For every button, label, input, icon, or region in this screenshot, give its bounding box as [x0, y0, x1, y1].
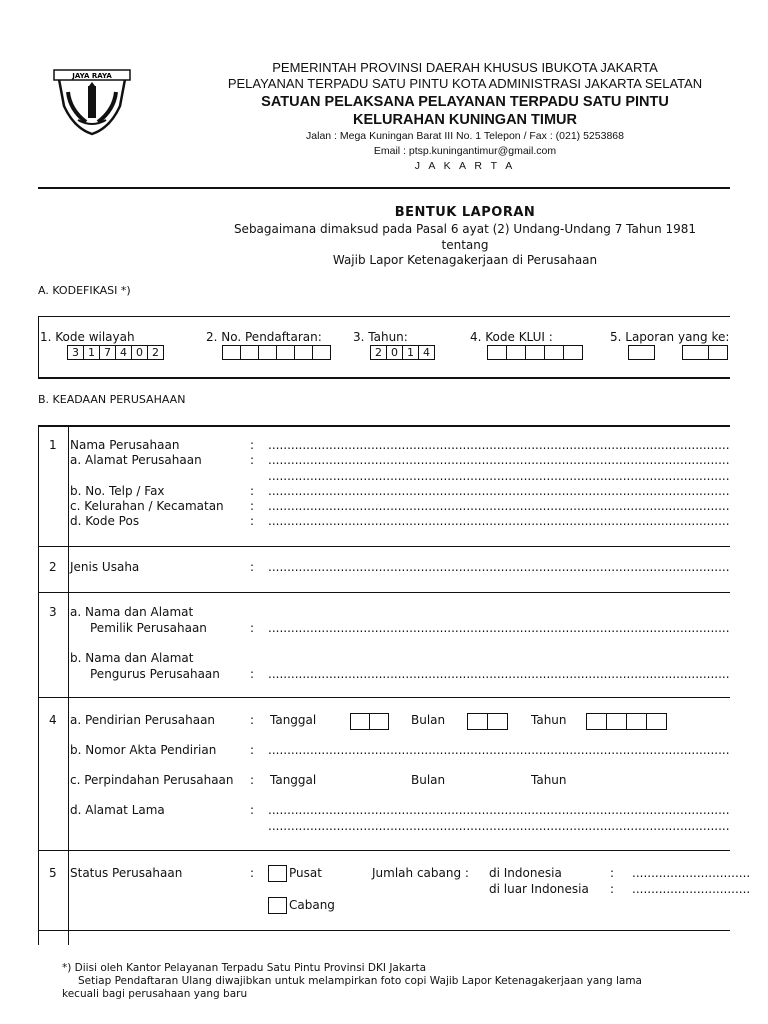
- jenis-usaha-field[interactable]: .........................................................................................................................: [268, 560, 730, 574]
- digit-box[interactable]: 1: [83, 345, 100, 360]
- status-perusahaan-label: Status Perusahaan: [70, 866, 183, 880]
- no-pendaftaran-label: 2. No. Pendaftaran:: [206, 330, 322, 344]
- nama-perusahaan-field[interactable]: .........................................................................................................................: [268, 438, 730, 452]
- kode-wilayah-label: 1. Kode wilayah: [40, 330, 135, 344]
- alamat-lama-label: d. Alamat Lama: [70, 803, 165, 817]
- section-b-heading: B. KEADAAN PERUSAHAAN: [38, 393, 186, 406]
- digit-box[interactable]: [708, 345, 728, 360]
- kelurahan-kecamatan-field[interactable]: .........................................................................................................................: [268, 499, 730, 513]
- digit-box[interactable]: 3: [67, 345, 84, 360]
- digit-box[interactable]: 4: [418, 345, 435, 360]
- perpindahan-label: c. Perpindahan Perusahaan: [70, 773, 234, 787]
- digit-box[interactable]: [222, 345, 241, 360]
- no-pendaftaran-boxes[interactable]: [222, 345, 330, 360]
- digit-box[interactable]: [312, 345, 331, 360]
- di-luar-indonesia-label: di luar Indonesia: [489, 882, 589, 896]
- section-a-left-border: [38, 316, 39, 378]
- digit-box[interactable]: [294, 345, 313, 360]
- pengurus-label-2: Pengurus Perusahaan: [90, 667, 220, 681]
- digit-box[interactable]: 2: [370, 345, 387, 360]
- alamat-perusahaan-field-2[interactable]: .........................................................................................................................: [268, 469, 730, 483]
- alamat-perusahaan-field[interactable]: .........................................................................................................................: [268, 453, 730, 467]
- kode-pos-label: d. Kode Pos: [70, 514, 140, 528]
- header-address: Jalan : Mega Kuningan Barat III No. 1 Telepon / Fax : (021) 5253868: [306, 130, 624, 142]
- table-number-column-border: [68, 425, 69, 945]
- digit-box[interactable]: [350, 713, 370, 730]
- di-indonesia-label: di Indonesia: [489, 866, 562, 880]
- telp-fax-field[interactable]: .........................................................................................................................: [268, 484, 730, 498]
- nama-perusahaan-label: Nama Perusahaan: [70, 438, 180, 452]
- footnote-1: *) Diisi oleh Kantor Pelayanan Terpadu Satu Pintu Provinsi DKI Jakarta: [62, 962, 427, 974]
- colon: :: [250, 484, 255, 498]
- form-subtitle-2: tentang: [441, 238, 489, 252]
- row-number: 1: [49, 438, 57, 452]
- digit-box[interactable]: [240, 345, 259, 360]
- bulan-label: Bulan: [411, 713, 446, 727]
- tahun-label: Tahun: [531, 773, 567, 787]
- colon: :: [250, 667, 255, 681]
- header-email: Email : ptsp.kuningantimur@gmail.com: [373, 145, 557, 157]
- kode-klui-label: 4. Kode KLUI :: [470, 330, 553, 344]
- footnote-2: Setiap Pendaftaran Ulang diwajibkan untuk melampirkan foto copi Wajib Lapor Ketenagakerjaan yang lama: [78, 975, 642, 987]
- digit-box[interactable]: [646, 713, 667, 730]
- digit-box[interactable]: 7: [99, 345, 116, 360]
- pengurus-field[interactable]: .........................................................................................................................: [268, 667, 730, 681]
- digit-box[interactable]: [525, 345, 545, 360]
- pendirian-tahun-boxes[interactable]: [586, 713, 666, 728]
- section-a-heading: A. KODEFIKASI *): [38, 284, 131, 297]
- kode-klui-boxes[interactable]: [487, 345, 582, 360]
- digit-box[interactable]: [276, 345, 295, 360]
- row-number: 2: [49, 560, 57, 574]
- alamat-perusahaan-label: a. Alamat Perusahaan: [70, 453, 202, 467]
- bulan-label: Bulan: [411, 773, 446, 787]
- pemilik-field[interactable]: .........................................................................................................................: [268, 621, 730, 635]
- digit-box[interactable]: [467, 713, 488, 730]
- tanggal-label: Tanggal: [270, 773, 317, 787]
- kode-wilayah-boxes[interactable]: [67, 345, 163, 360]
- form-subtitle-3: Wajib Lapor Ketenagakerjaan di Perusahaan: [332, 253, 598, 267]
- colon: :: [250, 453, 255, 467]
- pemilik-label-1: a. Nama dan Alamat: [70, 605, 194, 619]
- header-unit: SATUAN PELAKSANA PELAYANAN TERPADU SATU PINTU: [261, 94, 669, 110]
- jumlah-cabang-label: Jumlah cabang :: [372, 866, 469, 880]
- digit-box[interactable]: 1: [402, 345, 419, 360]
- digit-box[interactable]: [628, 345, 655, 360]
- colon: :: [250, 621, 255, 635]
- alamat-lama-field-2[interactable]: .........................................................................................................................: [268, 819, 730, 833]
- form-title: BENTUK LAPORAN: [394, 205, 536, 220]
- row-divider: [38, 850, 730, 851]
- row-divider: [38, 546, 730, 547]
- form-subtitle-1: Sebagaimana dimaksud pada Pasal 6 ayat (2) Undang-Undang 7 Tahun 1981: [233, 222, 697, 236]
- colon: :: [250, 713, 255, 727]
- digit-box[interactable]: 2: [147, 345, 164, 360]
- telp-fax-label: b. No. Telp / Fax: [70, 484, 165, 498]
- pendirian-label: a. Pendirian Perusahaan: [70, 713, 216, 727]
- row-number: 5: [49, 866, 57, 880]
- digit-box[interactable]: [258, 345, 277, 360]
- cabang-label: Cabang: [289, 898, 335, 912]
- digit-box[interactable]: [563, 345, 583, 360]
- digit-box[interactable]: [544, 345, 564, 360]
- colon: :: [250, 743, 255, 757]
- table-top-border: [38, 425, 730, 427]
- digit-box[interactable]: [487, 345, 507, 360]
- table-left-border: [38, 425, 39, 945]
- digit-box[interactable]: [626, 713, 647, 730]
- digit-box[interactable]: [682, 345, 709, 360]
- cabang-indonesia-field[interactable]: ...............................: [632, 866, 751, 880]
- logo-text: JAYA RAYA: [72, 72, 112, 80]
- tahun-label: 3. Tahun:: [353, 330, 408, 344]
- section-a-bottom-border: [38, 377, 730, 379]
- colon: :: [250, 499, 255, 513]
- akta-field[interactable]: .........................................................................................................................: [268, 743, 730, 757]
- tahun-label: Tahun: [531, 713, 567, 727]
- header-kelurahan: KELURAHAN KUNINGAN TIMUR: [353, 112, 577, 128]
- laporan-ke-boxes[interactable]: [628, 345, 727, 360]
- row-divider: [38, 592, 730, 593]
- digit-box[interactable]: [506, 345, 526, 360]
- row-divider: [38, 697, 730, 698]
- pendirian-bulan-boxes[interactable]: [467, 713, 507, 728]
- row-number: 4: [49, 713, 57, 727]
- jenis-usaha-label: Jenis Usaha: [70, 560, 140, 574]
- alamat-lama-field[interactable]: .........................................................................................................................: [268, 803, 730, 817]
- row-divider: [38, 930, 730, 931]
- laporan-ke-label: 5. Laporan yang ke:: [610, 330, 730, 344]
- digit-box[interactable]: 0: [386, 345, 403, 360]
- pusat-checkbox[interactable]: [268, 865, 287, 882]
- row-number: 3: [49, 605, 57, 619]
- jakarta-seal-logo: [48, 66, 136, 136]
- section-a-top-border: [38, 316, 730, 317]
- kode-pos-field[interactable]: .........................................................................................................................: [268, 514, 730, 528]
- digit-box[interactable]: 4: [115, 345, 132, 360]
- colon: :: [250, 560, 255, 574]
- pemilik-label-2: Pemilik Perusahaan: [90, 621, 207, 635]
- colon: :: [250, 803, 255, 817]
- tanggal-label: Tanggal: [270, 713, 317, 727]
- colon: :: [250, 438, 255, 452]
- colon: :: [610, 882, 615, 896]
- akta-label: b. Nomor Akta Pendirian: [70, 743, 217, 757]
- kelurahan-kecamatan-label: c. Kelurahan / Kecamatan: [70, 499, 224, 513]
- pendirian-tanggal-boxes[interactable]: [350, 713, 388, 728]
- digit-box[interactable]: [369, 713, 389, 730]
- pengurus-label-1: b. Nama dan Alamat: [70, 651, 194, 665]
- tahun-boxes[interactable]: [370, 345, 434, 360]
- cabang-luar-field[interactable]: ...............................: [632, 882, 751, 896]
- digit-box[interactable]: [487, 713, 508, 730]
- footnote-3: kecuali bagi perusahaan yang baru: [62, 988, 248, 1000]
- digit-box[interactable]: [606, 713, 627, 730]
- colon: :: [250, 866, 255, 880]
- digit-box[interactable]: 0: [131, 345, 148, 360]
- digit-box[interactable]: [586, 713, 607, 730]
- header-government: PEMERINTAH PROVINSI DAERAH KHUSUS IBUKOTA JAKARTA: [272, 60, 658, 75]
- colon: :: [250, 773, 255, 787]
- cabang-checkbox[interactable]: [268, 897, 287, 914]
- header-divider: [38, 187, 730, 189]
- colon: :: [610, 866, 615, 880]
- pusat-label: Pusat: [289, 866, 322, 880]
- colon: :: [250, 514, 255, 528]
- header-office: PELAYANAN TERPADU SATU PINTU KOTA ADMINISTRASI JAKARTA SELATAN: [227, 76, 703, 91]
- header-city: J A K A R T A: [414, 160, 516, 172]
